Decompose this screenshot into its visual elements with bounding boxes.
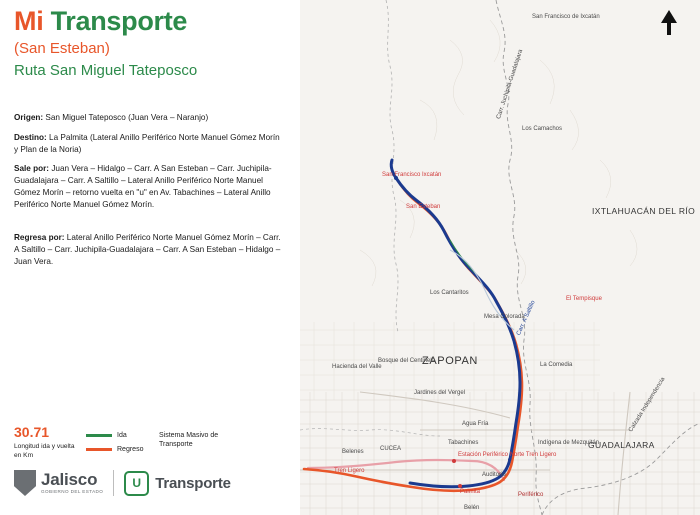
map-label: CUCEA [380, 446, 402, 452]
station-periferico-norte [452, 459, 456, 463]
map-label: Hacienda del Valle [332, 364, 382, 370]
jalisco-logo [14, 470, 103, 496]
north-arrow-icon [660, 10, 678, 36]
transporte-mark-icon: U [124, 471, 149, 496]
map-label: Carr. A Saltillo [516, 299, 537, 337]
map-label: Calzada Independencia [628, 376, 667, 434]
destination-label: Destino: [14, 133, 47, 142]
outbound-value: Juan Vera – Hidalgo – Carr. A San Esteban – Carr. Juchipila-Guadalajara – Carr. A Saltillo – Lateral Anillo Periférico Norte Manuel Gómez Morín – retorno vuelta en "u" en Av. Tabachines – Lateral Anillo Periférico Norte Manuel Gómez Morín. [14, 164, 272, 209]
route-length-value: 30.71 [14, 424, 50, 440]
brand-title [14, 6, 187, 37]
map-label: Tabachines [448, 440, 479, 446]
map-label: Mesa Colorada [484, 314, 525, 320]
map-label: Estación Periférico Norte Tren Ligero [458, 452, 557, 458]
map-label: Palmita [460, 489, 481, 495]
logo-divider [113, 470, 114, 496]
origin-label: Origen: [14, 113, 44, 122]
brand-mi: Mi [14, 6, 44, 36]
map-label: Los Cantaritos [430, 290, 469, 296]
map-label: Carr. Juchipila-Guadalajara [496, 48, 525, 120]
regreso-color-swatch [86, 448, 112, 451]
municipality-label: (San Esteban) [14, 40, 110, 57]
route-title: Ruta San Miguel Tateposco [14, 62, 198, 79]
map-label: Belén [464, 505, 480, 511]
map-label: Bosque del Centinela [378, 358, 436, 364]
map-label: Agua Fría [462, 421, 489, 427]
map-label: GUADALAJARA [588, 440, 655, 450]
return-block [14, 232, 286, 268]
outbound-block [14, 163, 286, 211]
map-label: Periférico [518, 492, 544, 498]
destination-value: La Palmita (Lateral Anillo Periférico Norte Manuel Gómez Morín y Plan de la Noria) [14, 133, 280, 154]
map-label: San Esteban [406, 204, 441, 210]
route-length-label: Longitud ida y vuelta en Km [14, 443, 75, 459]
origin-value: San Miguel Tateposco (Juan Vera – Naranjo) [43, 113, 209, 122]
map-label: Tren Ligero [334, 468, 365, 474]
map-label: Jardines del Vergel [414, 390, 466, 396]
return-label: Regresa por: [14, 233, 65, 242]
map-label: San Francisco Ixcatán [382, 172, 442, 178]
transporte-wordmark: Transporte [155, 474, 231, 492]
jalisco-subtitle: GOBIERNO DEL ESTADO [41, 489, 104, 495]
route-endpoint-palmita [458, 484, 462, 488]
masivo-label: Sistema Masivo de Transporte [159, 432, 219, 448]
brand-transporte: Transporte [50, 6, 188, 36]
jalisco-wordmark: Jalisco [41, 470, 98, 490]
transporte-logo [124, 471, 231, 496]
legend-item-masivo [154, 432, 229, 450]
map-label: Auditorio [482, 472, 506, 478]
origin-block [14, 112, 286, 124]
shield-icon [14, 470, 36, 496]
map-graphics [300, 0, 700, 515]
map-label: Los Camachos [522, 126, 563, 132]
footer-logos [14, 470, 231, 496]
ida-label: Ida [117, 432, 127, 439]
map-label: IXTLAHUACÁN DEL RÍO [592, 206, 696, 216]
map-label: El Tempisque [566, 296, 602, 302]
map-label: Indígena de Mezquitán [538, 440, 600, 446]
destination-block [14, 132, 286, 156]
map-label: San Francisco de Ixcatán [532, 14, 600, 20]
map-label: ZAPOPAN [422, 355, 478, 367]
map-label: La Comedia [540, 362, 573, 368]
info-panel [0, 0, 300, 515]
outbound-label: Sale por: [14, 164, 50, 173]
route-map[interactable] [300, 0, 700, 515]
ida-color-swatch [86, 434, 112, 437]
map-label: Belenes [342, 449, 364, 455]
regreso-label: Regreso [117, 446, 144, 453]
return-value: Lateral Anillo Periférico Norte Manuel Gómez Morín – Carr. A Saltillo – Carr. Juchipila-Guadalajara – Carr. A San Esteban – Hidalgo – Juan Vera. [14, 233, 281, 266]
